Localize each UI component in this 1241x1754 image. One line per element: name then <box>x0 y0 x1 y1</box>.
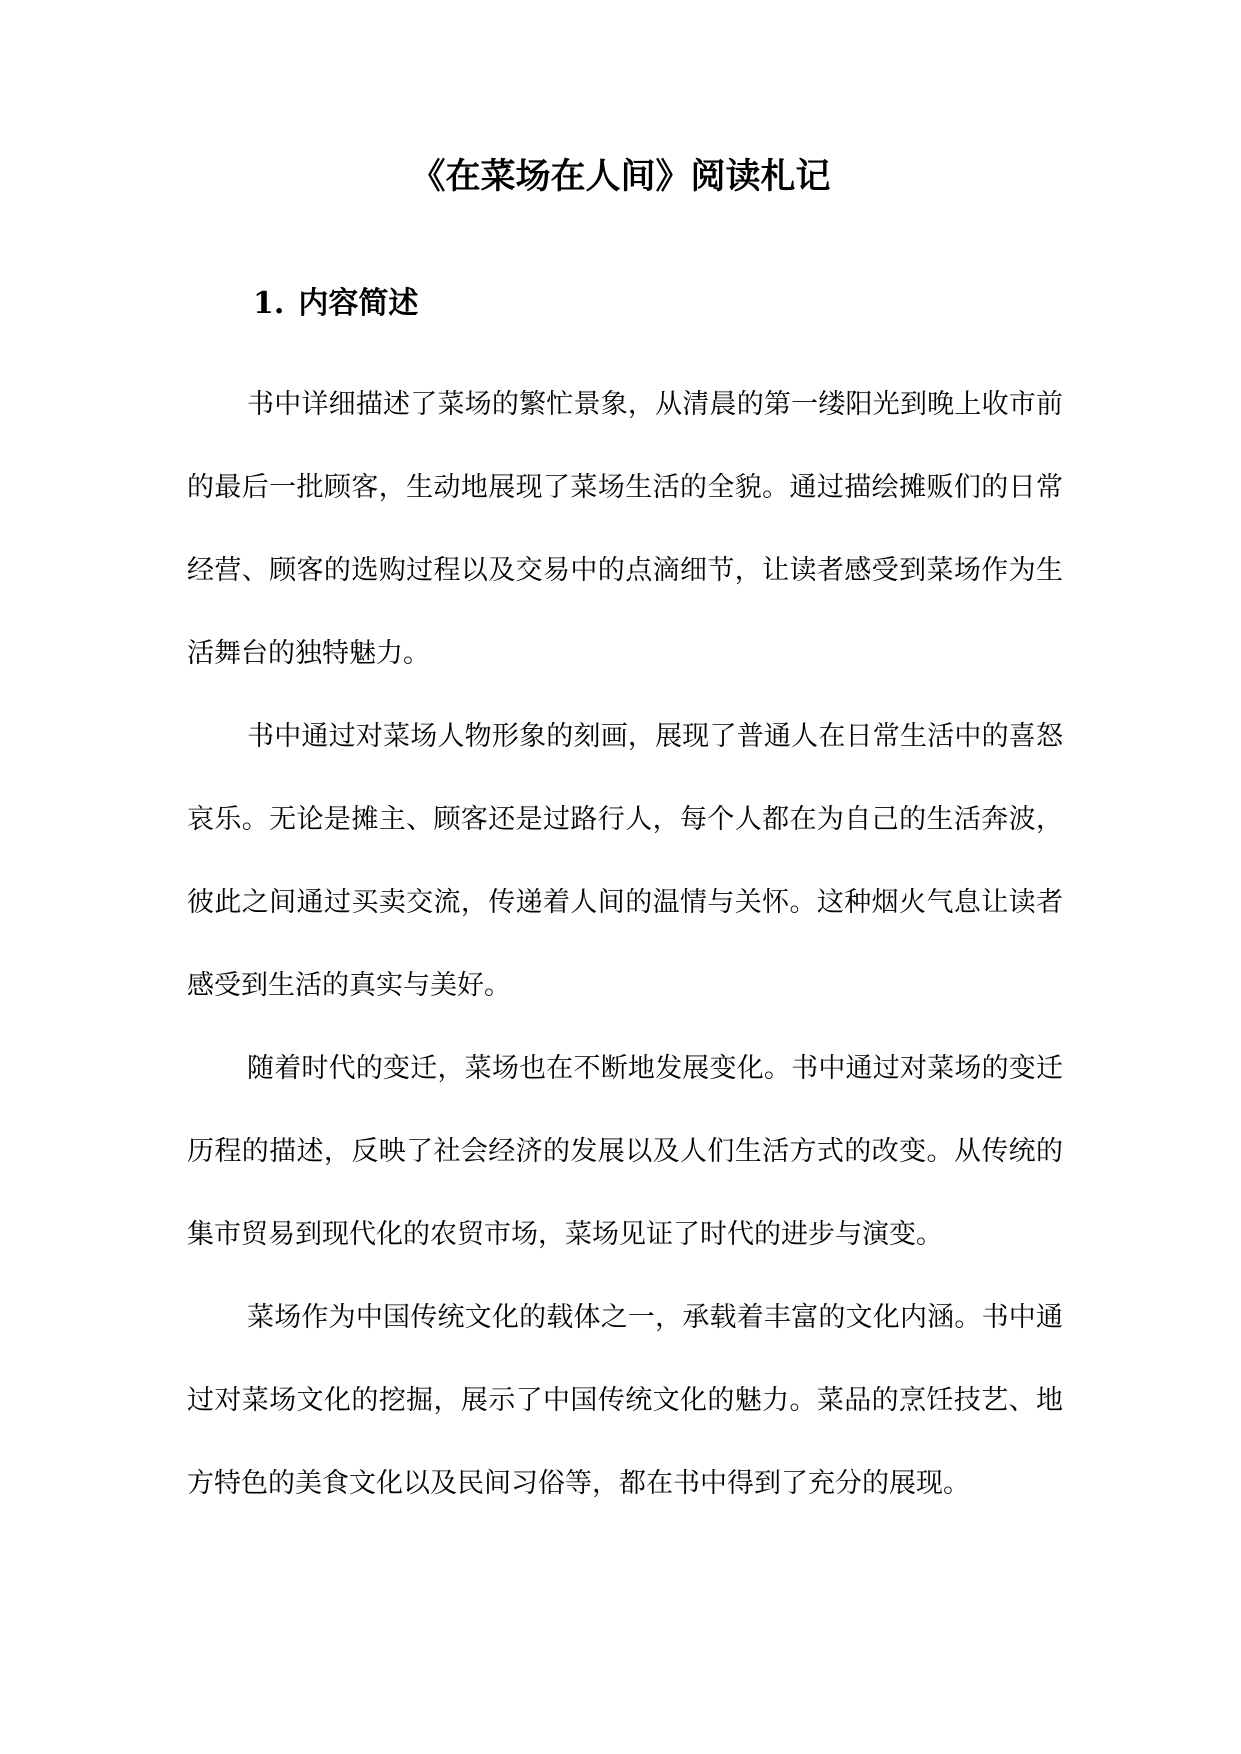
document-title: 《在菜场在人间》阅读札记 <box>410 156 831 197</box>
section-title: 内容简述 <box>298 286 419 321</box>
body-text <box>187 363 1063 1525</box>
paragraph: 菜场作为中国传统文化的载体之一，承载着丰富的文化内涵。书中通过对菜场文化的挖掘，展示了中国传统文化的魅力。菜品的烹饪技艺、地方特色的美食文化以及民间习俗等，都在书中得到了充分的展现。 <box>187 1302 1063 1499</box>
section-number: 1. <box>253 286 285 321</box>
section-heading <box>253 282 418 326</box>
paragraph: 书中通过对菜场人物形象的刻画，展现了普通人在日常生活中的喜怒哀乐。无论是摊主、顾客还是过路行人，每个人都在为自己的生活奔波，彼此之间通过买卖交流，传递着人间的温情与关怀。这种烟火气息让读者感受到生活的真实与美好。 <box>187 721 1063 1001</box>
paragraph: 随着时代的变迁，菜场也在不断地发展变化。书中通过对菜场的变迁历程的描述，反映了社会经济的发展以及人们生活方式的改变。从传统的集市贸易到现代化的农贸市场，菜场见证了时代的进步与演变。 <box>187 1053 1063 1250</box>
paragraph: 书中详细描述了菜场的繁忙景象，从清晨的第一缕阳光到晚上收市前的最后一批顾客，生动地展现了菜场生活的全貌。通过描绘摊贩们的日常经营、顾客的选购过程以及交易中的点滴细节，让读者感受到菜场作为生活舞台的独特魅力。 <box>187 389 1063 669</box>
